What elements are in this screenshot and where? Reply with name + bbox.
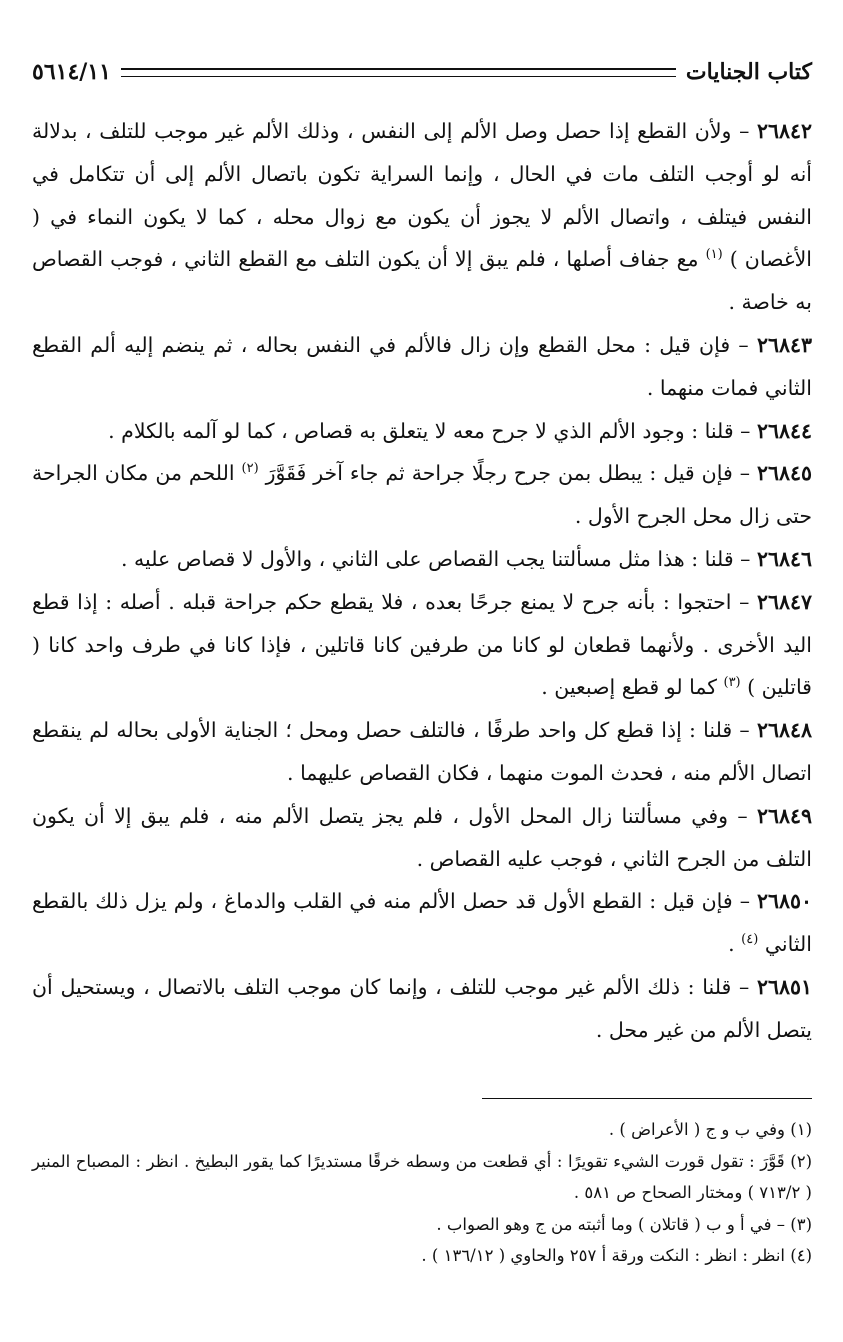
paragraph-text: – فإن قيل : يبطل بمن جرح رجلًا جراحة ثم جاء آخر فَقَوَّرَ <box>258 461 757 486</box>
paragraph-text: كما لو قطع إصبعين . <box>541 675 724 700</box>
paragraph-number: ٢٦٨٥١ <box>756 974 812 999</box>
footnote: (١) وفي ب و ج ( الأعراض ) . <box>608 1120 812 1139</box>
footnote-ref[interactable]: (١) <box>705 247 723 263</box>
paragraph <box>32 110 812 324</box>
paragraph <box>32 538 812 581</box>
book-title: كتاب الجنايات <box>685 59 812 85</box>
paragraph-number: ٢٦٨٤٢ <box>756 119 812 143</box>
paragraph-text: – قلنا : إذا قطع كل واحد طرفًا ، فالتلف حصل ومحل ؛ الجناية الأولى بحاله لم ينقطع اتصال الألم منه ، فحدث الموت منهما ، فكان القصاص عليهما . <box>32 718 812 785</box>
paragraph-text: مع جفاف أصلها ، فلم يبق إلا أن يكون التلف مع القطع الثاني ، فوجب القصاص به خاصة . <box>32 247 812 315</box>
paragraph-number: ٢٦٨٤٥ <box>756 461 813 486</box>
paragraph-number: ٢٦٨٤٦ <box>756 546 812 571</box>
footnote-ref[interactable]: (٢) <box>241 461 259 477</box>
paragraph <box>32 324 812 410</box>
paragraph-text: – ولأن القطع إذا حصل وصل الألم إلى النفس ، وذلك الألم غير موجب للتلف ، بدلالة أنه لو أوجب التلف مات في الحال ، وإنما السراية تكون باتصال الألم إلى أن تتكامل في النفس فيتلف ، واتصال الألم لا يجوز أن يكون مع زوال محله ، كما لا يكون النماء في ( الأغصان ) <box>32 119 812 272</box>
paragraph-text: – قلنا : وجود الألم الذي لا جرح معه لا يتعلق به قصاص ، كما لو آلمه بالكلام . <box>108 418 757 443</box>
paragraph <box>32 581 812 709</box>
paragraph <box>32 795 812 881</box>
page-header <box>32 52 812 92</box>
page-number: ٥٦١٤/١١ <box>32 59 111 85</box>
paragraph <box>32 709 812 795</box>
paragraph-number: ٢٦٨٥٠ <box>756 889 812 914</box>
paragraph <box>32 880 812 966</box>
paragraph-text: . <box>728 932 742 957</box>
paragraph-text: – قلنا : هذا مثل مسألتنا يجب القصاص على الثاني ، والأول لا قصاص عليه . <box>120 546 757 571</box>
paragraph-text: اللحم من مكان الجراحة حتى زال محل الجرح الأول . <box>32 461 812 529</box>
paragraph-number: ٢٦٨٤٧ <box>756 589 812 614</box>
main-text <box>32 110 812 1052</box>
paragraph-number: ٢٦٨٤٨ <box>756 718 812 743</box>
paragraph-text: – فإن قيل : محل القطع وإن زال فالألم في النفس بحاله ، ثم ينضم إليه ألم القطع الثاني فمات منهما . <box>32 332 812 400</box>
footnote: (٤) انظر : انظر : النكت ورقة أ ٢٥٧ والحاوي ( ١٣٦/١٢ ) . <box>421 1246 812 1265</box>
header-rule <box>121 68 676 77</box>
paragraph-text: – فإن قيل : القطع الأول قد حصل الألم منه في القلب والدماغ ، ولم يزل ذلك بالقطع الثاني <box>32 889 812 957</box>
footnote: (٣) – في أ و ب ( قاتلان ) وما أثبته من ج وهو الصواب . <box>436 1214 812 1234</box>
paragraph-text: – قلنا : ذلك الألم غير موجب للتلف ، وإنما كان موجب التلف بالاتصال ، ويستحيل أن يتصل الألم من غير محل . <box>32 974 812 1042</box>
footnote: (٢) قَوَّرَ : تقول قورت الشيء تقويرًا : أي قطعت من وسطه خرقًا مستديرًا كما يقور البطيخ . انظر : المصباح المنير ( ٧١٣/٢ ) ومختار الصحاح ص ٥٨١ . <box>32 1151 812 1202</box>
paragraph-text: – احتجوا : بأنه جرح لا يمنع جرحًا بعده ، فلا يقطع حكم جراحة قبله . أصله : إذا قطع اليد الأخرى . ولأنهما قطعان لو كانا من طرفين كانا قاتلين ، فإذا كانا في طرف واحد كانا ( قاتلين ) <box>32 589 812 700</box>
footnote-separator <box>482 1098 812 1099</box>
footnotes <box>32 1114 812 1272</box>
paragraph <box>32 410 812 453</box>
footnote-ref[interactable]: (٤) <box>741 932 759 948</box>
paragraph-number: ٢٦٨٤٣ <box>756 332 812 357</box>
paragraph <box>32 966 812 1052</box>
footnote-ref[interactable]: (٣) <box>723 675 741 691</box>
document-page <box>32 52 812 1322</box>
paragraph-number: ٢٦٨٤٩ <box>756 803 812 828</box>
paragraph-number: ٢٦٨٤٤ <box>756 418 812 443</box>
paragraph <box>32 452 812 538</box>
paragraph-text: – وفي مسألتنا زال المحل الأول ، فلم يجز يتصل الألم منه ، فلم يبق إلا أن يكون التلف من الجرح الثاني ، فوجب عليه القصاص . <box>32 803 812 871</box>
